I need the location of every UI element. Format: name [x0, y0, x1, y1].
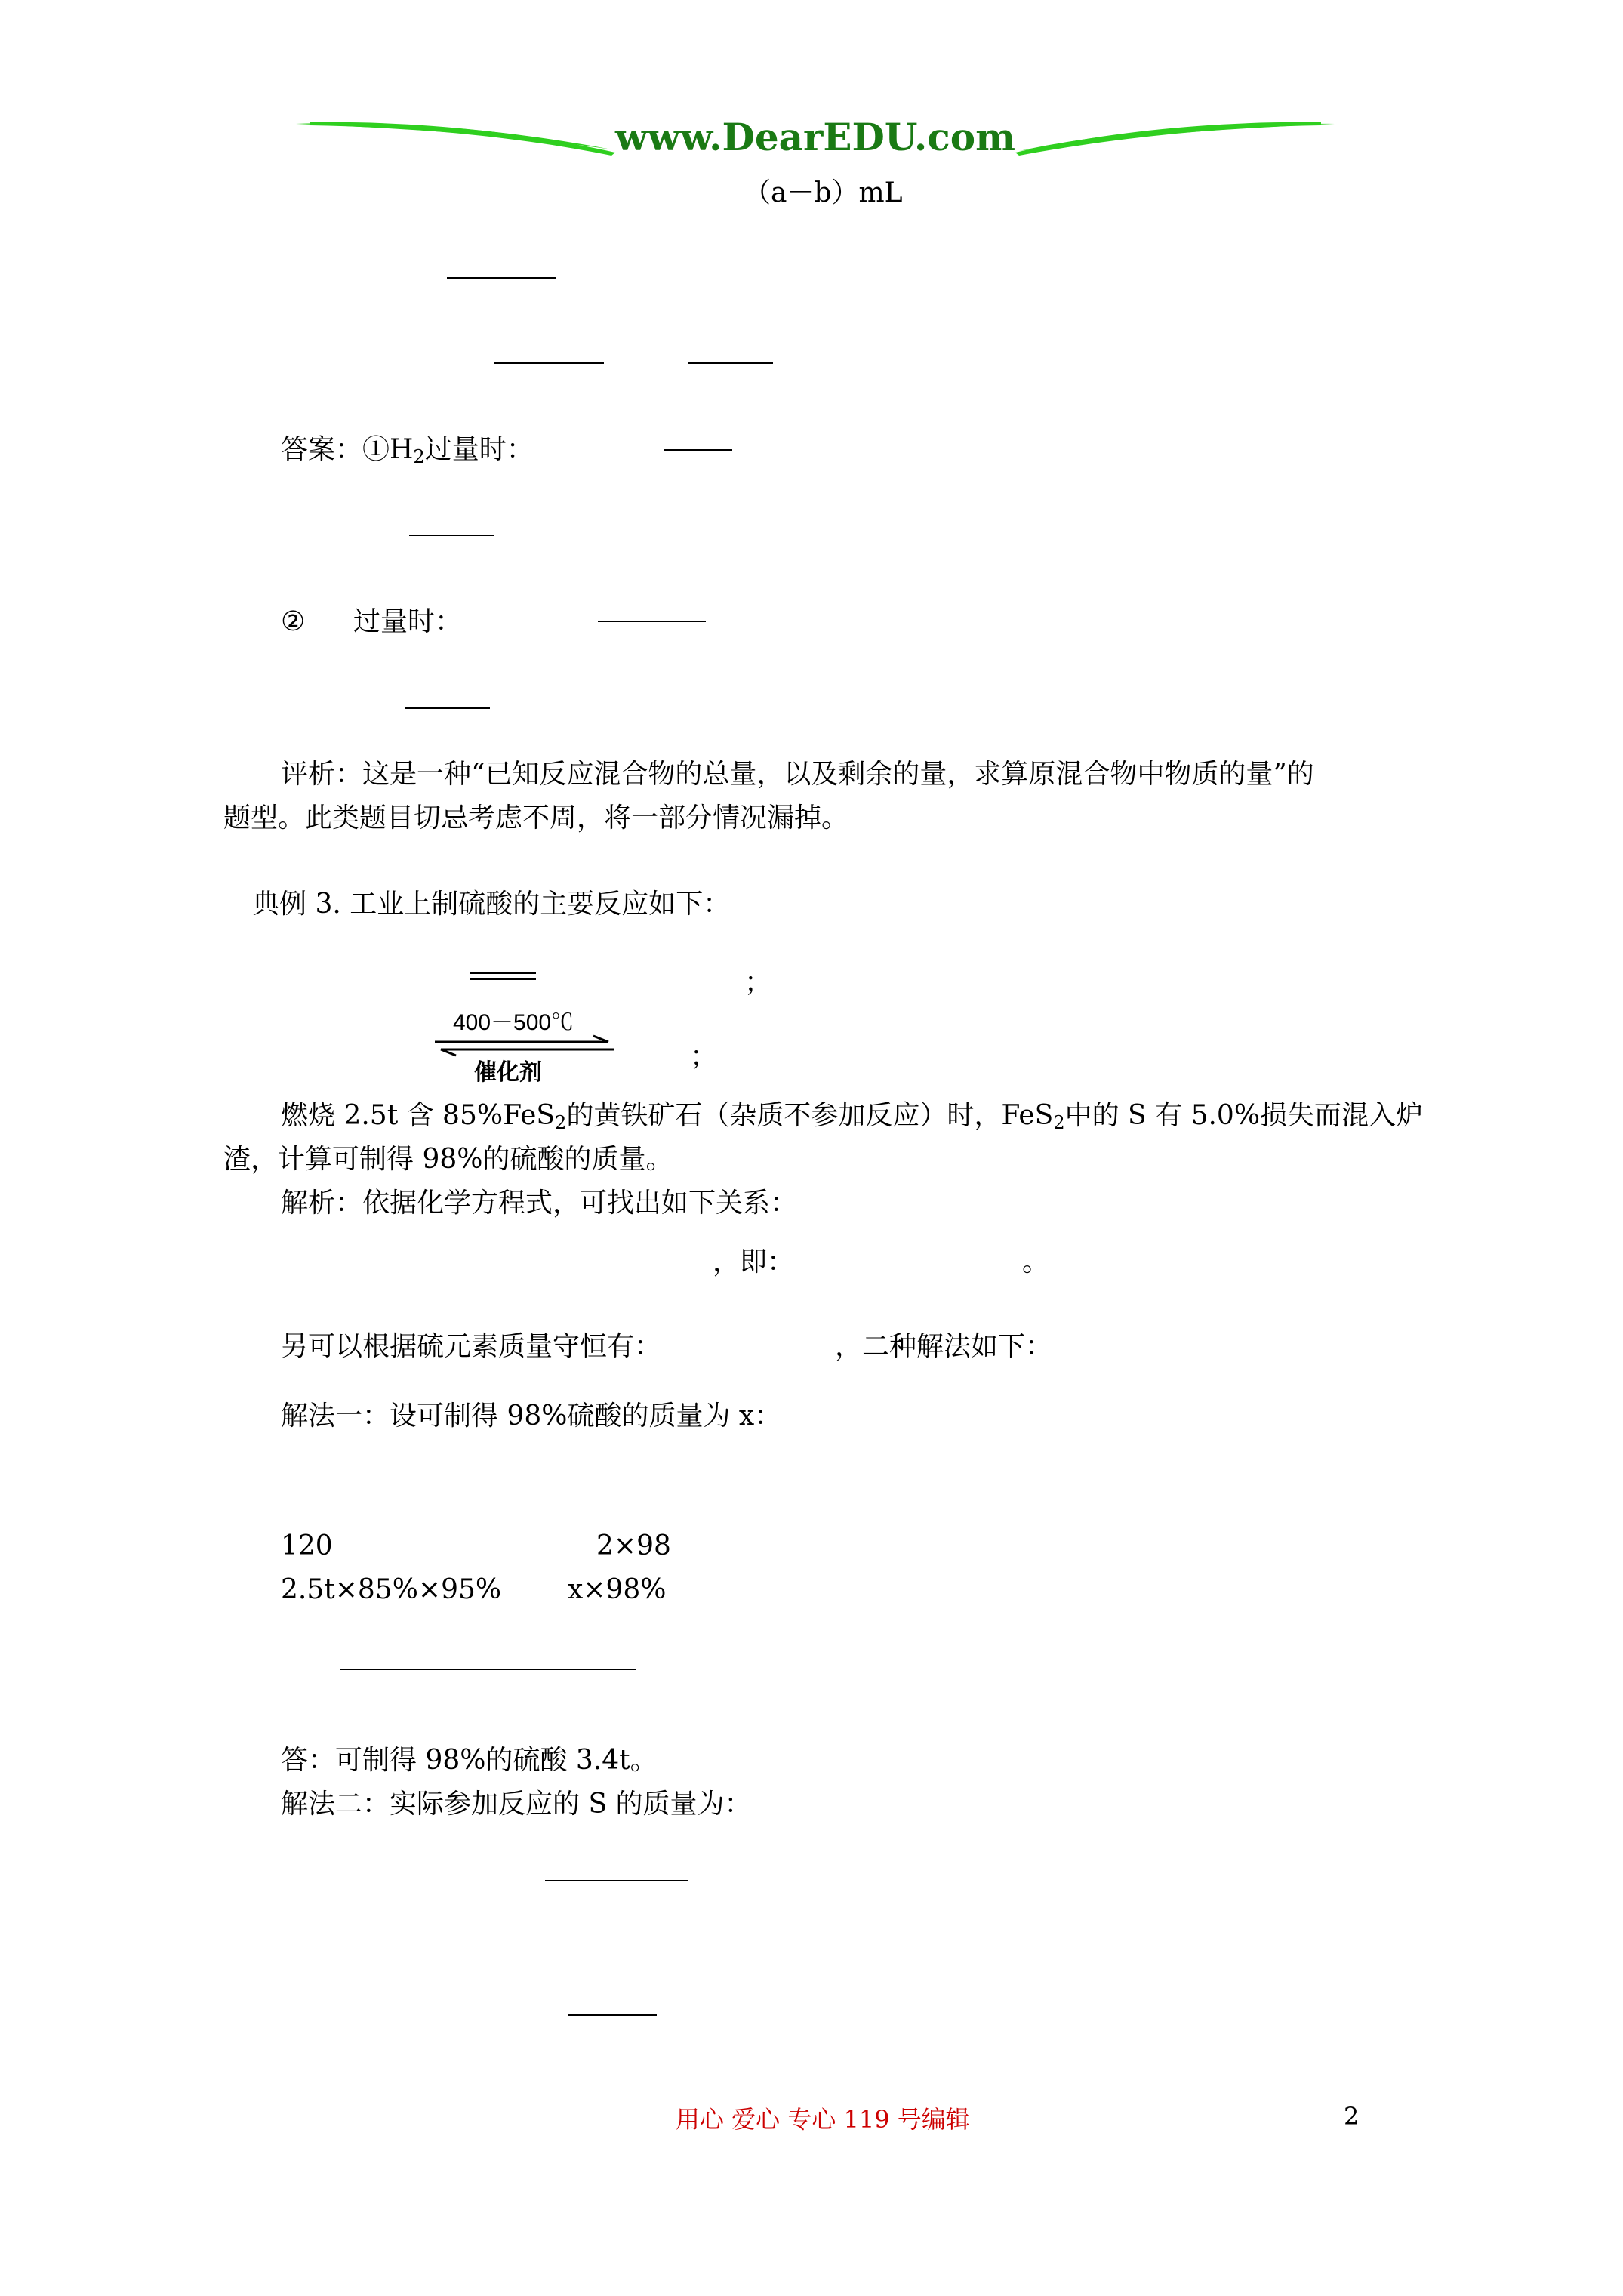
relation-text: ，即： — [713, 1247, 795, 1277]
ratio-value: 120 — [281, 1530, 333, 1561]
fraction-bar — [568, 2014, 657, 2016]
fraction-bar — [405, 707, 490, 709]
semicolon: ； — [744, 967, 772, 998]
conservation-text: 另可以根据硫元素质量守恒有： — [281, 1331, 662, 1362]
analysis-line: 解析：依据化学方程式，可找出如下关系： — [281, 1188, 798, 1219]
answer-line-2-label: 过量时： — [353, 606, 463, 637]
reversible-reaction-arrow — [430, 1004, 619, 1095]
ratio-value: 2×98 — [596, 1530, 671, 1561]
comment-line-1: 评析：这是一种“已知反应混合物的总量，以及剩余的量，求算原混合物中物质的量”的 — [281, 759, 1314, 790]
conservation-text-end: ，二种解法如下： — [835, 1331, 1053, 1362]
relation-end: 。 — [1022, 1247, 1050, 1277]
footer-credit: 用心 爱心 专心 119 号编辑 — [676, 2105, 970, 2134]
equals-double-bar — [470, 972, 536, 974]
equals-double-bar — [470, 978, 536, 980]
example-3-heading: 典例 3. 工业上制硫酸的主要反应如下： — [252, 889, 731, 920]
semicolon: ； — [690, 1041, 718, 1072]
answer-line-2-marker: ② — [281, 606, 306, 637]
fraction-bar — [664, 449, 732, 451]
reaction-condition-catalyst: 催化剂 — [474, 1060, 542, 1085]
fraction-bar — [409, 535, 494, 536]
site-logo-text[interactable]: www.DearEDU.com — [614, 115, 1015, 159]
expression-a-minus-b: （a－b）mL — [744, 177, 903, 208]
reaction-condition-temperature: 400－500℃ — [453, 1010, 574, 1035]
problem-line-1: 燃烧 2.5t 含 85%FeS$_2$的黄铁矿石（杂质不参加反应）时，FeS$_2$中的 S 有 5.0%损失而混入炉 — [281, 1100, 1424, 1133]
ratio-value: x×98% — [568, 1574, 667, 1605]
fraction-bar — [688, 362, 773, 364]
comment-line-2: 题型。此类题目切忌考虑不周，将一部分情况漏掉。 — [223, 803, 849, 834]
fraction-bar — [494, 362, 604, 364]
fraction-bar — [545, 1880, 688, 1881]
fraction-bar — [447, 277, 556, 279]
method-1-heading: 解法一：设可制得 98%硫酸的质量为 x： — [281, 1401, 782, 1432]
ratio-value: 2.5t×85%×95% — [281, 1574, 502, 1605]
fraction-bar — [598, 621, 706, 622]
page-number: 2 — [1344, 2102, 1360, 2131]
method-1-answer: 答：可制得 98%的硫酸 3.4t。 — [281, 1745, 658, 1776]
fraction-bar — [340, 1669, 636, 1670]
method-2-heading: 解法二：实际参加反应的 S 的质量为： — [281, 1789, 752, 1820]
answer-line-1: 答案：$①H_2$过量时： — [281, 434, 534, 467]
problem-line-2: 渣，计算可制得 98%的硫酸的质量。 — [223, 1144, 673, 1175]
